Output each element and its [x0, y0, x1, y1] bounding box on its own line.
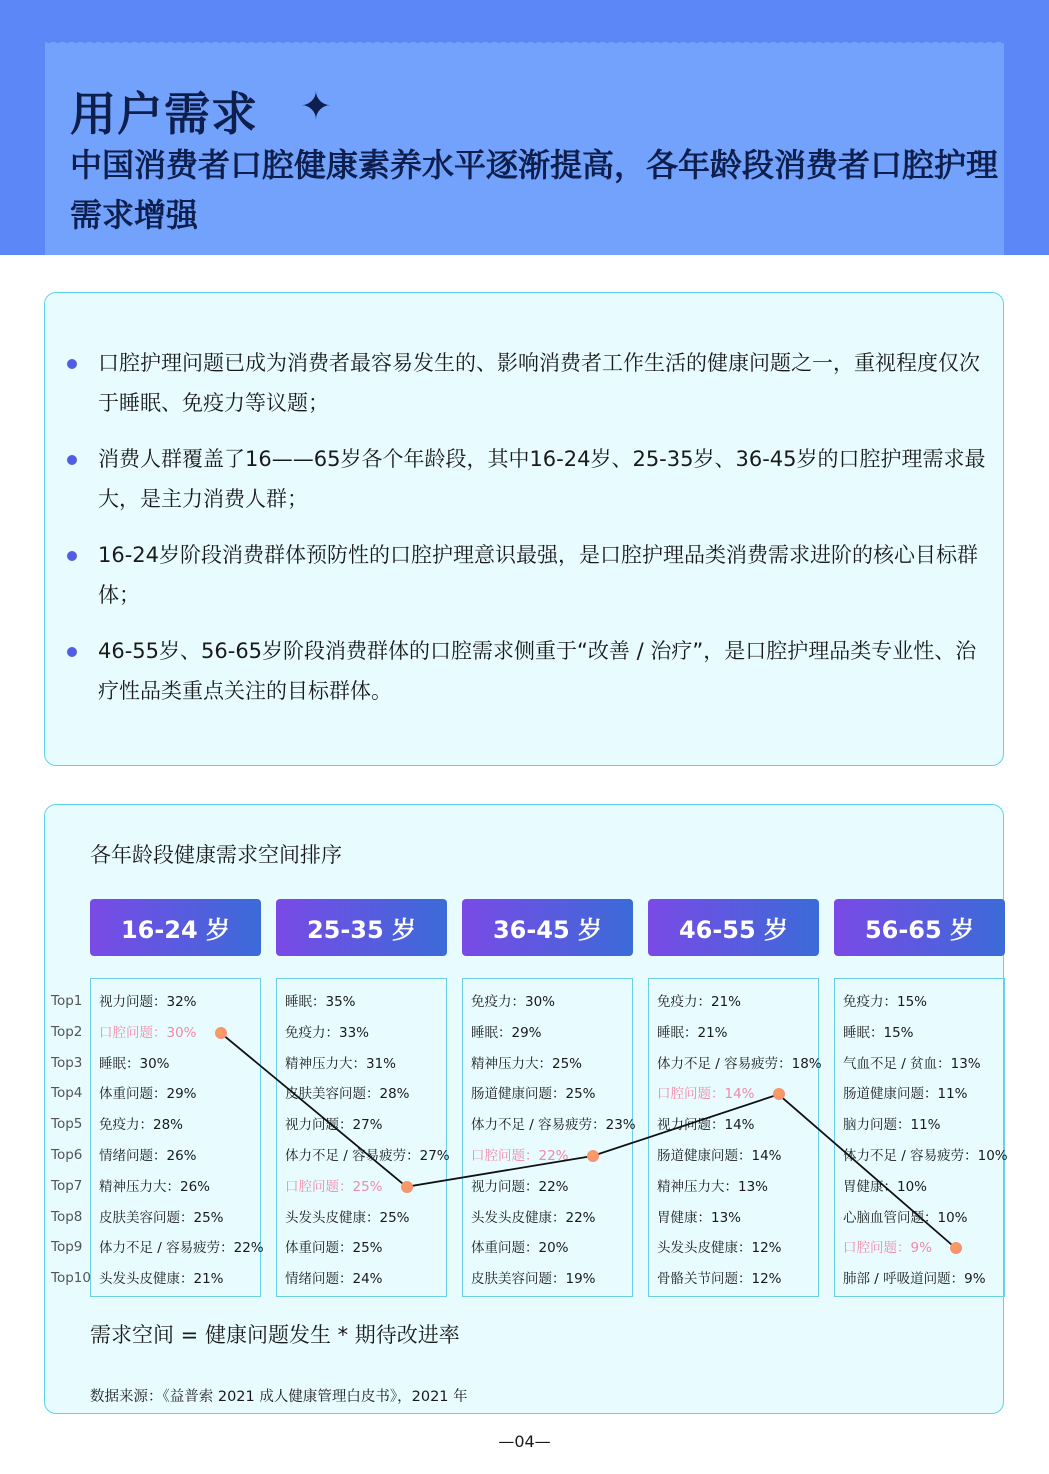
row-label: Top1	[51, 993, 83, 1009]
item-text: 体力不足 / 容易疲劳：10%	[843, 1147, 1008, 1164]
bullet-dot-icon	[67, 551, 77, 561]
item-text: 睡眠：30%	[99, 1055, 170, 1072]
list-item	[91, 1079, 260, 1110]
item-text: 皮肤美容问题：19%	[471, 1271, 596, 1288]
list-item	[649, 1018, 818, 1049]
item-text: 免疫力：30%	[471, 994, 556, 1010]
item-text: 气血不足 / 贫血：13%	[843, 1055, 981, 1072]
item-text: 免疫力：21%	[657, 994, 742, 1010]
list-item	[649, 1172, 818, 1203]
item-text: 头发头皮健康：25%	[285, 1209, 410, 1226]
list-item	[277, 1141, 450, 1172]
list-item	[463, 1172, 632, 1203]
age-column	[462, 978, 636, 1297]
item-text: 体力不足 / 容易疲劳：22%	[99, 1240, 264, 1257]
list-item	[649, 1110, 818, 1141]
list-item	[835, 1110, 1004, 1141]
ranking-title: 各年龄段健康需求空间排序	[90, 843, 342, 867]
list-item	[91, 1110, 260, 1141]
item-text: 情绪问题：24%	[285, 1271, 383, 1288]
list-item	[835, 1018, 1004, 1049]
item-text: 口腔问题：30%	[99, 1024, 197, 1041]
item-text: 视力问题：14%	[657, 1117, 755, 1134]
list-item	[463, 1110, 636, 1141]
item-text: 体力不足 / 容易疲劳：27%	[285, 1147, 450, 1164]
item-text: 肠道健康问题：25%	[471, 1086, 596, 1103]
list-item	[649, 1049, 822, 1080]
age-group-header: 36-45 岁	[462, 899, 633, 956]
item-text: 肺部 / 呼吸道问题：9%	[843, 1271, 986, 1288]
list-item	[91, 1141, 260, 1172]
age-group-header: 16-24 岁	[90, 899, 261, 956]
bullet-item	[67, 535, 987, 615]
scallop-edge	[45, 40, 1004, 46]
marker-dot	[215, 1027, 227, 1039]
item-text: 体重问题：29%	[99, 1086, 197, 1103]
list-item	[91, 987, 260, 1018]
page-subtitle: 中国消费者口腔健康素养水平逐渐提高，各年龄段消费者口腔护理需求增强	[70, 146, 999, 234]
list-item	[277, 987, 446, 1018]
item-text: 视力问题：27%	[285, 1117, 383, 1134]
list-item	[463, 1233, 632, 1264]
bullet-text: 46-55岁、56-65岁阶段消费群体的口腔需求侧重于“改善 / 治疗”，是口腔护理品类专业性、治疗性品类重点关注的目标群体。	[98, 639, 977, 703]
sparkle-icon: ✦	[300, 84, 332, 128]
item-text: 口腔问题：22%	[471, 1147, 569, 1164]
list-item	[91, 1049, 260, 1080]
marker-dot	[401, 1181, 413, 1193]
item-text: 口腔问题：25%	[285, 1178, 383, 1195]
age-column	[90, 978, 264, 1297]
list-item	[835, 1172, 1004, 1203]
item-text: 体重问题：20%	[471, 1240, 569, 1257]
list-item	[463, 1203, 632, 1234]
bullet-item	[67, 631, 987, 711]
item-text: 口腔问题：9%	[843, 1240, 932, 1257]
marker-dot	[587, 1150, 599, 1162]
oral-highlight-item	[463, 1141, 632, 1172]
item-text: 体重问题：25%	[285, 1240, 383, 1257]
bullet-dot-icon	[67, 647, 77, 657]
item-text: 睡眠：35%	[285, 994, 356, 1010]
item-text: 免疫力：15%	[843, 994, 928, 1010]
row-label: Top7	[51, 1177, 83, 1194]
row-label: Top6	[51, 1147, 83, 1163]
item-text: 睡眠：21%	[657, 1024, 728, 1041]
item-text: 口腔问题：14%	[657, 1086, 755, 1103]
row-label: Top9	[51, 1239, 83, 1256]
item-text: 皮肤美容问题：25%	[99, 1209, 224, 1226]
list-item	[463, 987, 632, 1018]
item-text: 情绪问题：26%	[99, 1147, 197, 1164]
oral-highlight-item	[277, 1172, 446, 1203]
item-text: 心脑血管问题：10%	[843, 1209, 968, 1226]
oral-highlight-item	[649, 1079, 818, 1110]
page-number: —04—	[498, 1432, 551, 1451]
marker-dot	[773, 1088, 785, 1100]
age-column	[648, 978, 822, 1297]
list-item	[91, 1233, 264, 1264]
item-text: 精神压力大：25%	[471, 1055, 583, 1072]
oral-highlight-item	[91, 1018, 260, 1049]
bullet-list	[67, 343, 987, 727]
row-label: Top8	[51, 1208, 83, 1225]
list-item	[649, 1233, 818, 1264]
bullet-dot-icon	[67, 359, 77, 369]
item-text: 免疫力：33%	[285, 1024, 370, 1041]
item-text: 视力问题：22%	[471, 1178, 569, 1195]
bullet-dot-icon	[67, 455, 77, 465]
item-text: 胃健康：13%	[657, 1209, 742, 1226]
bullet-text: 16-24岁阶段消费群体预防性的口腔护理意识最强，是口腔护理品类消费需求进阶的核心目标群体；	[98, 543, 979, 607]
list-item	[277, 1264, 446, 1295]
list-item	[277, 1233, 446, 1264]
item-text: 头发头皮健康：12%	[657, 1240, 782, 1257]
item-text: 脑力问题：11%	[843, 1117, 941, 1134]
row-label: Top4	[51, 1085, 83, 1102]
item-text: 精神压力大：26%	[99, 1178, 211, 1195]
list-item	[277, 1018, 446, 1049]
list-item	[463, 1264, 632, 1295]
list-item	[463, 1079, 632, 1110]
item-text: 头发头皮健康：22%	[471, 1209, 596, 1226]
list-item	[835, 987, 1004, 1018]
list-item	[835, 1079, 1004, 1110]
list-item	[649, 1264, 818, 1295]
oral-highlight-item	[835, 1233, 1004, 1264]
item-text: 胃健康：10%	[843, 1178, 928, 1195]
list-item	[91, 1264, 260, 1295]
item-text: 精神压力大：13%	[657, 1178, 769, 1195]
item-text: 体力不足 / 容易疲劳：18%	[657, 1055, 822, 1072]
list-item	[835, 1049, 1004, 1080]
item-text: 头发头皮健康：21%	[99, 1271, 224, 1288]
marker-dot	[950, 1242, 962, 1254]
page-title: 用户需求	[70, 87, 258, 141]
list-item	[835, 1264, 1004, 1295]
list-item	[277, 1079, 446, 1110]
list-item	[463, 1049, 632, 1080]
row-label: Top3	[51, 1054, 83, 1071]
row-label: Top10	[51, 1270, 91, 1287]
list-item	[277, 1203, 446, 1234]
data-source: 数据来源：《益普索 2021 成人健康管理白皮书》，2021 年	[90, 1389, 468, 1405]
item-text: 皮肤美容问题：28%	[285, 1086, 410, 1103]
list-item	[277, 1049, 446, 1080]
list-item	[91, 1172, 260, 1203]
bullet-item	[67, 439, 987, 519]
item-text: 肠道健康问题：11%	[843, 1086, 968, 1103]
age-column	[834, 978, 1008, 1297]
item-text: 体力不足 / 容易疲劳：23%	[471, 1117, 636, 1134]
item-text: 精神压力大：31%	[285, 1055, 397, 1072]
list-item	[649, 1203, 818, 1234]
item-text: 肠道健康问题：14%	[657, 1147, 782, 1164]
age-group-header: 25-35 岁	[276, 899, 447, 956]
list-item	[463, 1018, 632, 1049]
ranking-card	[44, 804, 1008, 1414]
age-column	[276, 978, 450, 1297]
item-text: 骨骼关节问题：12%	[657, 1271, 782, 1288]
list-item	[277, 1110, 446, 1141]
row-label: Top5	[51, 1116, 83, 1133]
list-item	[649, 987, 818, 1018]
list-item	[835, 1203, 1004, 1234]
list-item	[649, 1141, 818, 1172]
item-text: 睡眠：15%	[843, 1024, 914, 1041]
item-text: 睡眠：29%	[471, 1024, 542, 1041]
age-group-header: 56-65 岁	[834, 899, 1005, 956]
bullet-text: 口腔护理问题已成为消费者最容易发生的、影响消费者工作生活的健康问题之一，重视程度仅次于睡眠、免疫力等议题；	[98, 351, 980, 415]
list-item	[835, 1141, 1008, 1172]
row-label: Top2	[51, 1023, 83, 1040]
summary-card	[44, 292, 1004, 766]
item-text: 视力问题：32%	[99, 994, 197, 1010]
bullet-text: 消费人群覆盖了16——65岁各个年龄段，其中16-24岁、25-35岁、36-45岁的口腔护理需求最大，是主力消费人群；	[98, 447, 986, 511]
formula: 需求空间 = 健康问题发生 * 期待改进率	[90, 1323, 460, 1347]
item-text: 免疫力：28%	[99, 1117, 184, 1134]
list-item	[91, 1203, 260, 1234]
bullet-item	[67, 343, 987, 423]
age-group-header: 46-55 岁	[648, 899, 819, 956]
